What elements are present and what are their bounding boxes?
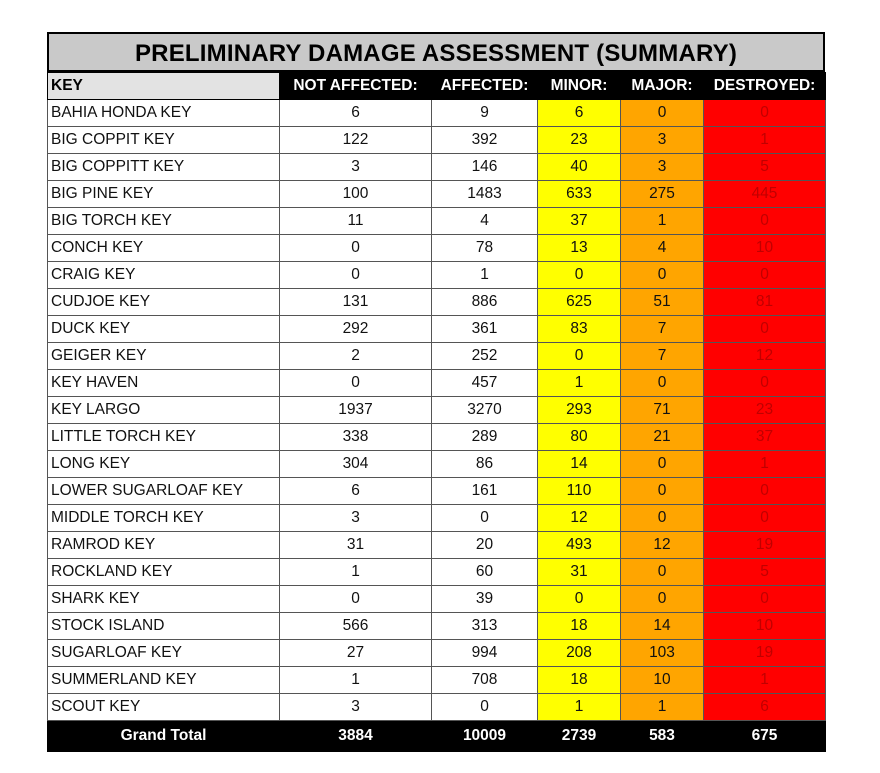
header-key: KEY (48, 73, 280, 100)
header-destroyed: DESTROYED: (704, 73, 826, 100)
cell-minor: 18 (538, 613, 621, 640)
cell-destroyed: 19 (704, 532, 826, 559)
table-row (48, 235, 826, 262)
cell-destroyed: 445 (704, 181, 826, 208)
cell-minor: 0 (538, 586, 621, 613)
cell-key: LONG KEY (48, 451, 280, 478)
cell-affected: 708 (432, 667, 538, 694)
cell-affected: 392 (432, 127, 538, 154)
table-row (48, 127, 826, 154)
cell-destroyed: 6 (704, 694, 826, 721)
cell-minor: 23 (538, 127, 621, 154)
cell-major: 0 (621, 100, 704, 127)
cell-destroyed: 0 (704, 100, 826, 127)
cell-minor: 80 (538, 424, 621, 451)
header-minor: MINOR: (538, 73, 621, 100)
cell-not-affected: 0 (280, 235, 432, 262)
table-row (48, 505, 826, 532)
cell-key: BIG PINE KEY (48, 181, 280, 208)
table-row (48, 262, 826, 289)
table-row (48, 613, 826, 640)
cell-major: 275 (621, 181, 704, 208)
cell-not-affected: 1 (280, 667, 432, 694)
cell-destroyed: 81 (704, 289, 826, 316)
cell-minor: 0 (538, 343, 621, 370)
total-major: 583 (621, 721, 704, 752)
table-row (48, 694, 826, 721)
table-row (48, 289, 826, 316)
cell-major: 3 (621, 154, 704, 181)
cell-major: 14 (621, 613, 704, 640)
table-row (48, 478, 826, 505)
cell-major: 7 (621, 316, 704, 343)
cell-key: SHARK KEY (48, 586, 280, 613)
cell-not-affected: 3 (280, 154, 432, 181)
cell-minor: 1 (538, 694, 621, 721)
cell-major: 12 (621, 532, 704, 559)
cell-key: BIG COPPITT KEY (48, 154, 280, 181)
table-row (48, 451, 826, 478)
table-row (48, 181, 826, 208)
table-row (48, 154, 826, 181)
cell-affected: 0 (432, 505, 538, 532)
cell-minor: 40 (538, 154, 621, 181)
cell-affected: 86 (432, 451, 538, 478)
cell-minor: 31 (538, 559, 621, 586)
total-affected: 10009 (432, 721, 538, 752)
cell-affected: 60 (432, 559, 538, 586)
cell-key: KEY LARGO (48, 397, 280, 424)
cell-destroyed: 0 (704, 370, 826, 397)
grand-total-row (48, 721, 826, 752)
cell-minor: 633 (538, 181, 621, 208)
table-row (48, 208, 826, 235)
cell-major: 7 (621, 343, 704, 370)
cell-not-affected: 6 (280, 478, 432, 505)
cell-affected: 78 (432, 235, 538, 262)
total-destroyed: 675 (704, 721, 826, 752)
cell-major: 0 (621, 559, 704, 586)
cell-affected: 252 (432, 343, 538, 370)
cell-affected: 361 (432, 316, 538, 343)
cell-major: 51 (621, 289, 704, 316)
cell-major: 0 (621, 478, 704, 505)
cell-key: SUGARLOAF KEY (48, 640, 280, 667)
cell-key: ROCKLAND KEY (48, 559, 280, 586)
cell-destroyed: 0 (704, 505, 826, 532)
cell-not-affected: 122 (280, 127, 432, 154)
cell-not-affected: 1937 (280, 397, 432, 424)
cell-affected: 313 (432, 613, 538, 640)
cell-affected: 457 (432, 370, 538, 397)
header-row (48, 73, 826, 100)
cell-key: SCOUT KEY (48, 694, 280, 721)
damage-assessment-sheet (47, 32, 825, 744)
table-row (48, 667, 826, 694)
cell-major: 4 (621, 235, 704, 262)
cell-not-affected: 31 (280, 532, 432, 559)
cell-minor: 13 (538, 235, 621, 262)
cell-key: CRAIG KEY (48, 262, 280, 289)
cell-affected: 161 (432, 478, 538, 505)
cell-destroyed: 1 (704, 667, 826, 694)
cell-not-affected: 338 (280, 424, 432, 451)
cell-minor: 208 (538, 640, 621, 667)
cell-minor: 1 (538, 370, 621, 397)
cell-destroyed: 37 (704, 424, 826, 451)
header-major: MAJOR: (621, 73, 704, 100)
cell-destroyed: 0 (704, 478, 826, 505)
cell-affected: 1 (432, 262, 538, 289)
cell-major: 3 (621, 127, 704, 154)
cell-key: KEY HAVEN (48, 370, 280, 397)
cell-destroyed: 10 (704, 613, 826, 640)
cell-minor: 625 (538, 289, 621, 316)
cell-key: STOCK ISLAND (48, 613, 280, 640)
cell-not-affected: 0 (280, 370, 432, 397)
table-row (48, 559, 826, 586)
table-row (48, 370, 826, 397)
cell-key: CONCH KEY (48, 235, 280, 262)
cell-not-affected: 0 (280, 586, 432, 613)
cell-major: 0 (621, 451, 704, 478)
cell-not-affected: 6 (280, 100, 432, 127)
cell-not-affected: 3 (280, 505, 432, 532)
table-body (48, 100, 826, 721)
cell-major: 0 (621, 262, 704, 289)
cell-affected: 886 (432, 289, 538, 316)
cell-not-affected: 2 (280, 343, 432, 370)
cell-destroyed: 0 (704, 262, 826, 289)
cell-not-affected: 11 (280, 208, 432, 235)
cell-destroyed: 12 (704, 343, 826, 370)
cell-not-affected: 292 (280, 316, 432, 343)
header-affected: AFFECTED: (432, 73, 538, 100)
cell-key: BIG COPPIT KEY (48, 127, 280, 154)
table-row (48, 343, 826, 370)
total-not-affected: 3884 (280, 721, 432, 752)
cell-not-affected: 27 (280, 640, 432, 667)
cell-major: 0 (621, 370, 704, 397)
cell-minor: 37 (538, 208, 621, 235)
cell-major: 71 (621, 397, 704, 424)
cell-key: BAHIA HONDA KEY (48, 100, 280, 127)
cell-major: 0 (621, 505, 704, 532)
table-row (48, 532, 826, 559)
cell-affected: 4 (432, 208, 538, 235)
cell-destroyed: 10 (704, 235, 826, 262)
cell-destroyed: 0 (704, 586, 826, 613)
cell-major: 1 (621, 694, 704, 721)
cell-key: LOWER SUGARLOAF KEY (48, 478, 280, 505)
cell-minor: 14 (538, 451, 621, 478)
cell-not-affected: 1 (280, 559, 432, 586)
cell-destroyed: 1 (704, 127, 826, 154)
cell-major: 103 (621, 640, 704, 667)
damage-table (47, 72, 826, 752)
cell-minor: 293 (538, 397, 621, 424)
cell-destroyed: 1 (704, 451, 826, 478)
cell-affected: 289 (432, 424, 538, 451)
cell-not-affected: 3 (280, 694, 432, 721)
table-row (48, 640, 826, 667)
cell-destroyed: 19 (704, 640, 826, 667)
cell-destroyed: 0 (704, 208, 826, 235)
cell-key: GEIGER KEY (48, 343, 280, 370)
cell-key: RAMROD KEY (48, 532, 280, 559)
table-row (48, 586, 826, 613)
header-not-affected: NOT AFFECTED: (280, 73, 432, 100)
cell-minor: 0 (538, 262, 621, 289)
table-row (48, 397, 826, 424)
cell-key: DUCK KEY (48, 316, 280, 343)
cell-key: BIG TORCH KEY (48, 208, 280, 235)
cell-key: LITTLE TORCH KEY (48, 424, 280, 451)
cell-minor: 83 (538, 316, 621, 343)
cell-affected: 9 (432, 100, 538, 127)
grand-total-label: Grand Total (48, 721, 280, 752)
cell-key: MIDDLE TORCH KEY (48, 505, 280, 532)
cell-affected: 20 (432, 532, 538, 559)
cell-major: 10 (621, 667, 704, 694)
cell-affected: 146 (432, 154, 538, 181)
cell-minor: 18 (538, 667, 621, 694)
cell-minor: 6 (538, 100, 621, 127)
cell-key: SUMMERLAND KEY (48, 667, 280, 694)
cell-affected: 994 (432, 640, 538, 667)
cell-major: 21 (621, 424, 704, 451)
cell-not-affected: 566 (280, 613, 432, 640)
cell-minor: 493 (538, 532, 621, 559)
sheet-title: PRELIMINARY DAMAGE ASSESSMENT (SUMMARY) (47, 32, 825, 72)
cell-destroyed: 0 (704, 316, 826, 343)
cell-destroyed: 5 (704, 559, 826, 586)
cell-minor: 110 (538, 478, 621, 505)
cell-destroyed: 23 (704, 397, 826, 424)
table-row (48, 100, 826, 127)
cell-affected: 3270 (432, 397, 538, 424)
table-row (48, 316, 826, 343)
cell-affected: 39 (432, 586, 538, 613)
cell-minor: 12 (538, 505, 621, 532)
cell-affected: 0 (432, 694, 538, 721)
cell-major: 0 (621, 586, 704, 613)
cell-major: 1 (621, 208, 704, 235)
cell-not-affected: 100 (280, 181, 432, 208)
cell-not-affected: 304 (280, 451, 432, 478)
table-row (48, 424, 826, 451)
cell-not-affected: 131 (280, 289, 432, 316)
cell-not-affected: 0 (280, 262, 432, 289)
cell-key: CUDJOE KEY (48, 289, 280, 316)
cell-destroyed: 5 (704, 154, 826, 181)
total-minor: 2739 (538, 721, 621, 752)
cell-affected: 1483 (432, 181, 538, 208)
